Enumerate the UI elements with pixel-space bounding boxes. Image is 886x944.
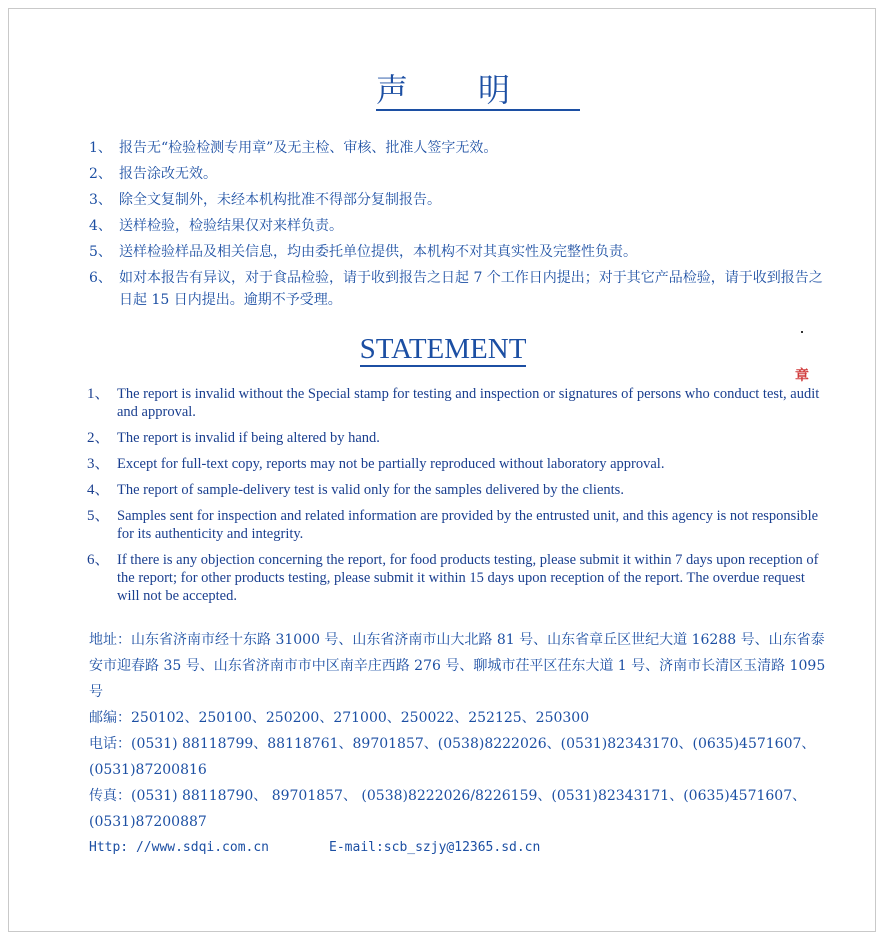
english-title-text: STATEMENT — [359, 333, 527, 365]
english-statement-item — [87, 385, 822, 421]
english-statement-item — [87, 429, 822, 447]
phone-text: 电话：(0531) 88118799、88118761、89701857、(0538)8222026、(0531)82343170、(0635)4571607、(0531)87200816 — [89, 736, 816, 778]
english-statement-item — [87, 481, 822, 499]
item-number: 2、 — [89, 166, 112, 182]
item-text: The report is invalid if being altered by hand. — [117, 430, 380, 446]
item-text: The report is invalid without the Special stamp for testing and inspection or signatures of persons who conduct test, audit and approval. — [117, 386, 820, 420]
item-number: 5、 — [89, 244, 112, 260]
english-statement-list — [87, 385, 822, 613]
english-statement-item — [87, 507, 822, 543]
chinese-statement-item — [89, 137, 829, 159]
item-number: 1、 — [89, 140, 112, 156]
email-link[interactable]: E-mail:scb_szjy@12365.sd.cn — [329, 840, 541, 855]
item-number: 4、 — [89, 218, 112, 234]
english-statement-item — [87, 551, 822, 605]
item-text: The report of sample-delivery test is valid only for the samples delivered by the clients. — [117, 482, 624, 498]
chinese-title-text: 声明 — [375, 71, 580, 109]
chinese-statement-list — [89, 137, 829, 315]
website-link[interactable]: Http: //www.sdqi.com.cn — [89, 840, 270, 855]
fax-text: 传真：(0531) 88118790、 89701857、 (0538)8222026/8226159、(0531)82343171、(0635)4571607、(0531)87200887 — [89, 788, 807, 830]
document-page — [8, 8, 876, 932]
chinese-statement-item — [89, 241, 829, 263]
english-title — [9, 331, 877, 367]
contact-block — [89, 627, 829, 861]
item-text: Except for full-text copy, reports may not be partially reproduced without laboratory approval. — [117, 456, 665, 472]
item-text: Samples sent for inspection and related information are provided by the entrusted unit, and this agency is not responsible for its authenticity and integrity. — [117, 508, 819, 542]
item-number: 5、 — [87, 508, 110, 524]
item-number: 3、 — [87, 456, 110, 472]
item-text: 除全文复制外，未经本机构批准不得部分复制报告。 — [119, 192, 441, 208]
chinese-statement-item — [89, 189, 829, 211]
item-text: 如对本报告有异议，对于食品检验，请于收到报告之日起 7 个工作日内提出；对于其它产品检验，请于收到报告之日起 15 日内提出。逾期不予受理。 — [119, 270, 823, 308]
item-text: 送样检验，检验结果仅对来样负责。 — [119, 218, 343, 234]
item-number: 6、 — [89, 270, 112, 286]
address-text: 地址：山东省济南市经十东路 31000 号、山东省济南市山大北路 81 号、山东省章丘区世纪大道 16288 号、山东省泰安市迎春路 35 号、山东省济南市市中区南辛庄西路 276 号、聊城市茌平区茌东大道 1 号、济南市长清区玉清路 1095 号 — [89, 632, 826, 700]
english-statement-item — [87, 455, 822, 473]
item-text: 报告无“检验检测专用章”及无主检、审核、批准人签字无效。 — [119, 140, 498, 156]
item-text: If there is any objection concerning the report, for food products testing, please submit it within 7 days upon reception of the report; for other products testing, please submit it within 15 days upon reception of the report. The overdue request will not be accepted. — [117, 552, 819, 604]
item-number: 2、 — [87, 430, 110, 446]
item-number: 3、 — [89, 192, 112, 208]
web-row — [89, 835, 829, 861]
item-text: 报告涂改无效。 — [119, 166, 217, 182]
stamp-fragment: 章 — [795, 368, 809, 384]
item-number: 6、 — [87, 552, 110, 568]
item-number: 1、 — [87, 386, 110, 402]
postcode-text: 邮编：250102、250100、250200、271000、250022、252125、250300 — [89, 710, 590, 726]
item-number: 4、 — [87, 482, 110, 498]
chinese-statement-item — [89, 215, 829, 237]
item-text: 送样检验样品及相关信息，均由委托单位提供，本机构不对其真实性及完整性负责。 — [119, 244, 637, 260]
chinese-title — [9, 71, 877, 111]
chinese-statement-item — [89, 163, 829, 185]
chinese-statement-item — [89, 267, 829, 311]
